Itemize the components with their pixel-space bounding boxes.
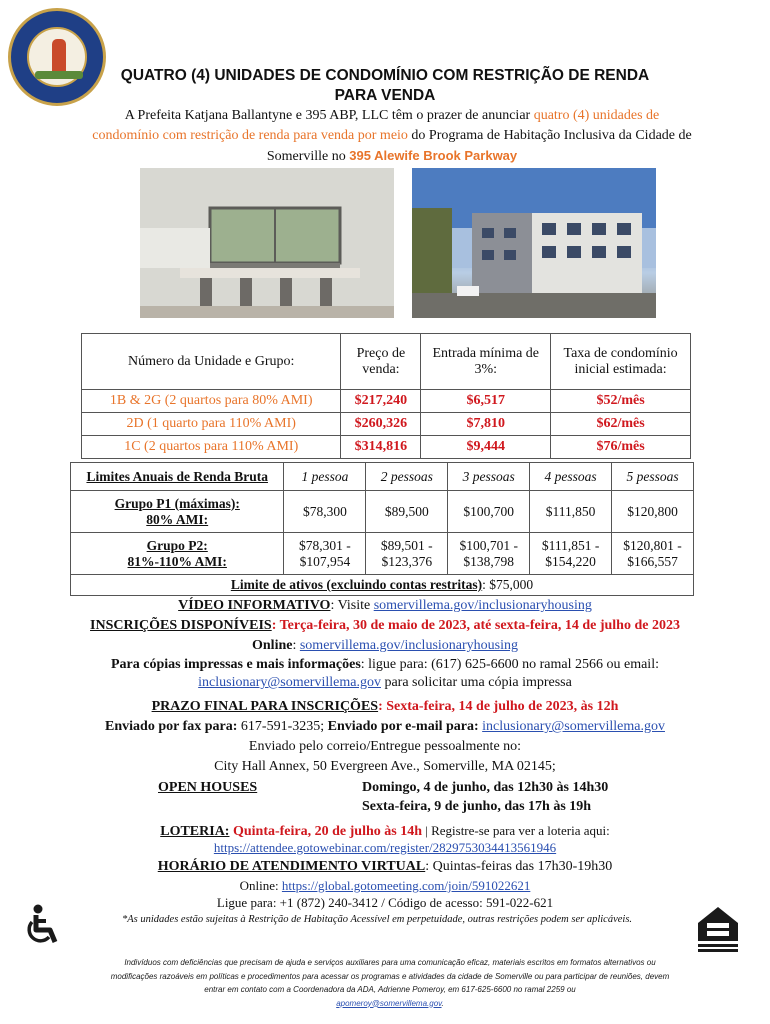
units-header-unit: Número da Unidade e Grupo: — [82, 334, 341, 390]
building-rendering — [412, 168, 656, 318]
video-link[interactable]: somervillema.gov/inclusionaryhousing — [373, 598, 592, 613]
virtual-online-line: Online: https://global.gotomeeting.com/join/591022621 — [239, 878, 531, 893]
virtual-hours-line: HORÁRIO DE ATENDIMENTO VIRTUAL: Quintas-feiras das 17h30-19h30 — [157, 859, 613, 874]
table-row: 1C (2 quartos para 110% AMI) $314,816 $9,444 $76/mês — [82, 436, 691, 459]
page-title: QUATRO (4) UNIDADES DE CONDOMÍNIO COM RESTRIÇÃO DE RENDA PARA VENDA — [120, 67, 650, 104]
applications-line: INSCRIÇÕES DISPONÍVEIS: Terça-feira, 30 de maio de 2023, até sexta-feira, 14 de julho de 2023 — [90, 618, 680, 633]
fax-email-line: Enviado por fax para: 617-591-3235; Enviado por e-mail para: inclusionary@somervillema.gov — [105, 719, 665, 734]
footnote: *As unidades estão sujeitas à Restrição de Habitação Acessível em perpetuidade, outras restrições podem ser aplicáveis. — [122, 914, 633, 925]
somerville-city-seal — [8, 8, 106, 106]
units-header-price: Preço de venda: — [341, 334, 421, 390]
income-limits-table — [70, 462, 694, 596]
table-row: 2D (1 quarto para 110% AMI) $260,326 $7,810 $62/mês — [82, 413, 691, 436]
table-row: Limite de ativos (excluindo contas restritas): $75,000 — [71, 575, 694, 596]
equal-housing-opportunity-icon — [695, 904, 741, 956]
online-link[interactable]: somervillema.gov/inclusionaryhousing — [299, 638, 518, 653]
open-house-2: Sexta-feira, 9 de junho, das 17h às 19h — [362, 799, 592, 814]
open-houses-label: OPEN HOUSES — [158, 780, 258, 795]
units-header-fee: Taxa de condomínio inicial estimada: — [551, 334, 691, 390]
ada-notice: Indivíduos com deficiências que precisam de ajuda e serviços auxiliares para uma comunicação eficaz, materiais escritos em formatos alternativos ou modificações razoáveis em políticas e procedimentos para acessar os programas e atividades da cidade de Somerville ou para participar de reuniões, devem entrar em contato com a Coordenadora da ADA, Adrienne Pomeroy, em 617-625-6600 no ramal 2259 ou apomeroy@somervillema.gov. — [110, 958, 670, 1008]
units-table — [81, 333, 691, 459]
meeting-link[interactable]: https://global.gotomeeting.com/join/591022621 — [281, 878, 531, 893]
copies-line-2: inclusionary@somervillema.gov para solicitar uma cópia impressa — [198, 675, 572, 690]
online-line: Online: somervillema.gov/inclusionaryhousing — [252, 638, 518, 653]
lottery-link[interactable]: https://attendee.gotowebinar.com/register/2829753034413561946 — [213, 840, 557, 855]
mail-address: City Hall Annex, 50 Evergreen Ave., Somerville, MA 02145; — [214, 759, 556, 774]
mail-label: Enviado pelo correio/Entregue pessoalmente no: — [248, 739, 522, 754]
lottery-link-line — [0, 838, 770, 858]
video-line: VÍDEO INFORMATIVO: Visite somervillema.gov/inclusionaryhousing — [178, 598, 592, 613]
table-row: 1B & 2G (2 quartos para 80% AMI) $217,240 $6,517 $52/mês — [82, 390, 691, 413]
intro-paragraph: A Prefeita Katjana Ballantyne e 395 ABP, LLC têm o prazer de anunciar quatro (4) unidades de condomínio com restrição de renda para venda por meio do Programa de Habitação Inclusiva da Cidade de Somerville no 395 Alewife Brook Parkway — [92, 108, 692, 164]
deadline-line: PRAZO FINAL PARA INSCRIÇÕES: Sexta-feira, 14 de julho de 2023, às 12h — [151, 699, 619, 714]
interior-photo — [140, 168, 394, 318]
table-row: Grupo P1 (máximas): 80% AMI: $78,300 $89,500 $100,700 $111,850 $120,800 — [71, 491, 694, 533]
table-row: Grupo P2: 81%-110% AMI: $78,301 - $107,954 $89,501 - $123,376 $100,701 - $138,798 $111,851 - $154,220 $120,801 - $166,557 — [71, 533, 694, 575]
email-link[interactable]: inclusionary@somervillema.gov — [482, 719, 665, 734]
lottery-line: LOTERIA: Quinta-feira, 20 de julho às 14h | Registre-se para ver a loteria aqui: — [160, 823, 610, 839]
ada-email-link[interactable]: apomeroy@somervillema.gov — [336, 998, 442, 1008]
copies-line: Para cópias impressas e mais informações: ligue para: (617) 625-6600 no ramal 2566 ou email: — [111, 657, 659, 672]
virtual-phone-line: Ligue para: +1 (872) 240-3412 / Código de acesso: 591-022-621 — [216, 895, 554, 910]
copies-email-link[interactable]: inclusionary@somervillema.gov — [198, 675, 381, 690]
wheelchair-icon — [22, 904, 66, 946]
table-row: Limites Anuais de Renda Bruta 1 pessoa 2 pessoas 3 pessoas 4 pessoas 5 pessoas — [71, 463, 694, 491]
open-house-1: Domingo, 4 de junho, das 12h30 às 14h30 — [362, 780, 609, 795]
units-header-down: Entrada mínima de 3%: — [421, 334, 551, 390]
